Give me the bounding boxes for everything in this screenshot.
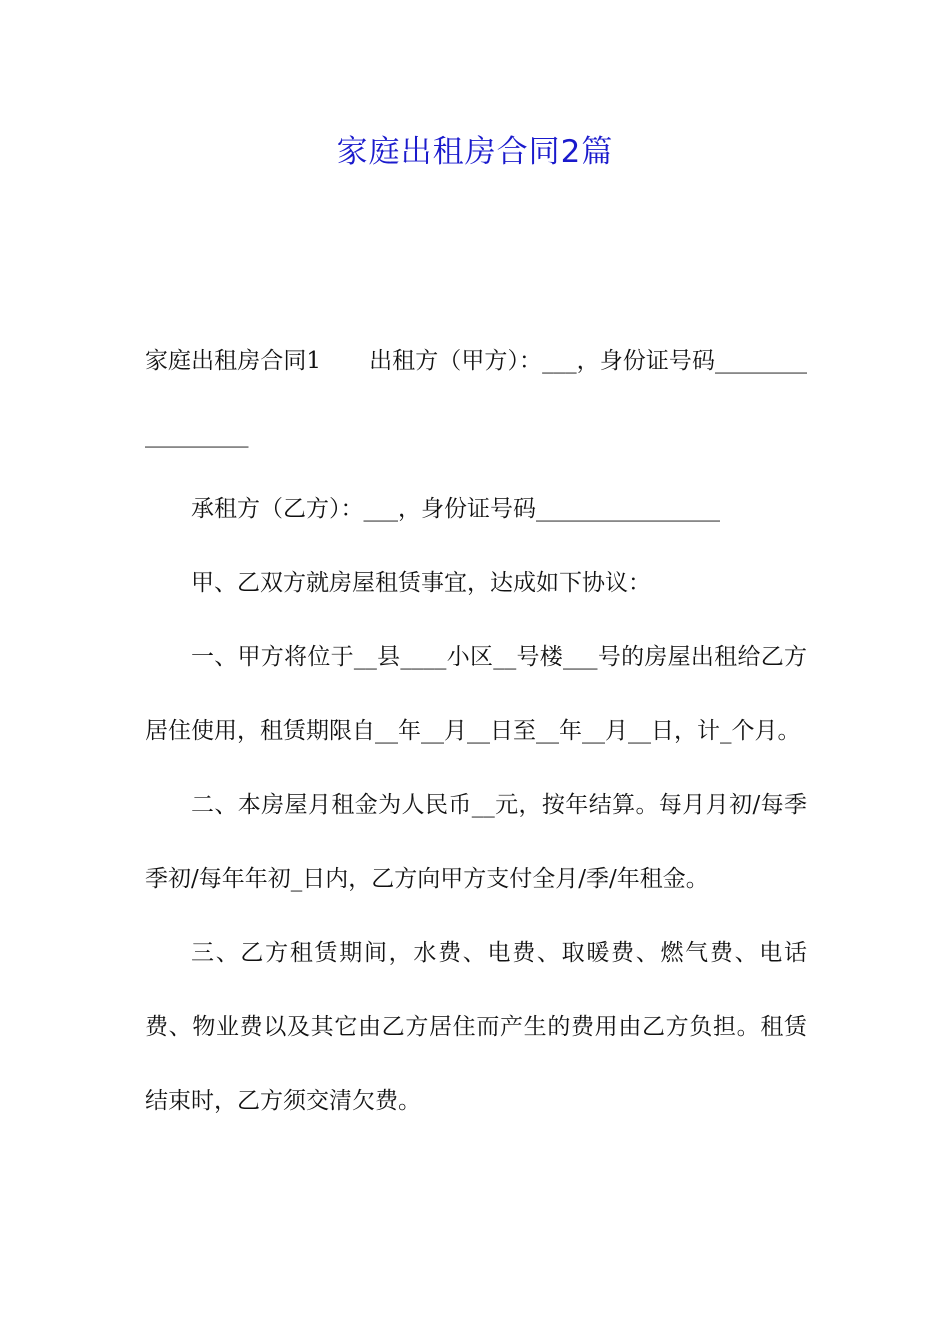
lessor-line: 出租方（甲方）：___，身份证号码_________________ xyxy=(145,348,808,448)
contract-heading: 家庭出租房合同1 xyxy=(145,348,322,374)
lessee-paragraph: 承租方（乙方）：___，身份证号码________________ xyxy=(191,496,720,522)
agreement-paragraph: 甲、乙双方就房屋租赁事宜，达成如下协议： xyxy=(191,570,651,596)
contract-body xyxy=(145,472,807,1138)
intro-block xyxy=(145,324,807,472)
document-title: 家庭出租房合同2篇 xyxy=(336,134,614,170)
clause-one-paragraph: 一、甲方将位于__县____小区__号楼___号的房屋出租给乙方居住使用，租赁期限自__年__月__日至__年__月__日，计_个月。 xyxy=(145,644,807,744)
clause-two-paragraph: 二、本房屋月租金为人民币__元，按年结算。每月月初/每季季初/每年年初_日内，乙方向甲方支付全月/季/年租金。 xyxy=(145,792,807,892)
intro-paragraph xyxy=(145,324,807,472)
clause-three-paragraph: 三、乙方租赁期间，水费、电费、取暖费、燃气费、电话费、物业费以及其它由乙方居住而产生的费用由乙方负担。租赁结束时，乙方须交清欠费。 xyxy=(145,940,807,1114)
